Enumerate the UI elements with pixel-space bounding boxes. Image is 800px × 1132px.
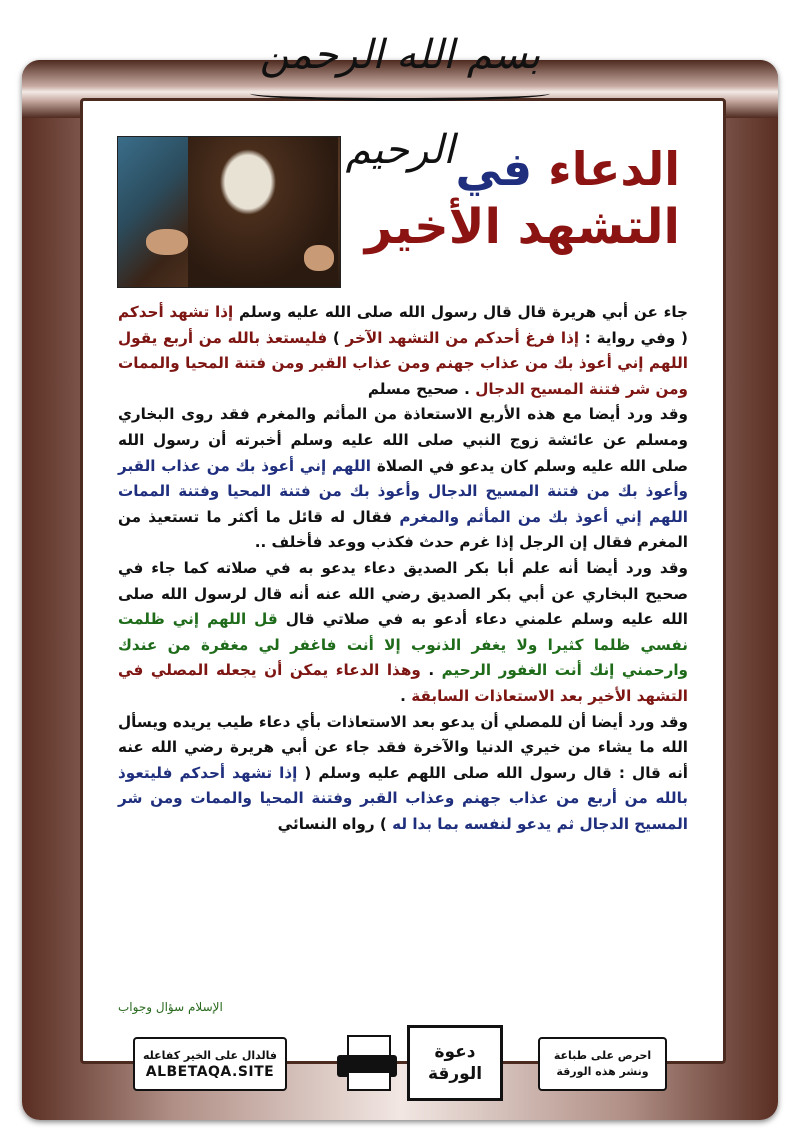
title-line-2: التشهد الأخير: [364, 199, 680, 255]
title-word-fi: في: [455, 142, 533, 196]
text-segment: جاء عن أبي هريرة قال قال رسول الله صلى الله عليه وسلم: [233, 303, 689, 321]
text-segment: وقد ورد أيضا أنه علم أبا بكر الصديق دعاء يدعو به في صلاته كما جاء في صحيح البخاري عن أبي بكر الصديق رضي الله عنه أنه قال لرسول الله صلى الله عليه وسلم علمني دعاء أدعو به في صلاتي قال: [118, 558, 688, 629]
logo-line-1: دعوة: [434, 1042, 476, 1062]
page-title: [365, 140, 680, 256]
basmala-calligraphy: بسم الله الرحمن الرحيم: [259, 32, 541, 173]
source-credit: الإسلام سؤال وجواب: [118, 1000, 223, 1014]
text-segment: .: [400, 686, 412, 705]
text-segment: وقد ورد أيضا أن للمصلي أن يدعو بعد الاستعاذات بأي دعاء طيب يريده ويسأل الله ما يشاء من خيري الدنيا والآخرة فقد جاء عن أبي هريرة رضي الله عنه أنه قال : قال رسول الله صلى اللهم عليه وسلم (: [118, 712, 688, 782]
basmala-swash: [250, 86, 550, 101]
footer: [125, 1025, 675, 1097]
paragraph-3: [118, 556, 688, 710]
text-segment: قل اللهم إني ظلمت نفسي ظلما كثيرا ولا يغفر الذنوب إلا أنت فاغفر لي مغفرة من عندك وارحمني إنك أنت الغفور الرحيم: [118, 610, 688, 680]
text-segment: اللهم إني أعوذ بك من عذاب القبر وأعوذ بك من فتنة المسيح الدجال وأعوذ بك من فتنة المحيا وفتنة الممات اللهم إني أعوذ بك من المأثم والمغرم: [118, 456, 688, 526]
text-segment: ) رواه النسائي: [277, 814, 393, 833]
text-segment: ( وفي رواية :: [579, 328, 688, 347]
article-body: [118, 300, 688, 837]
text-segment: وهذا الدعاء يمكن أن يجعله المصلي في التشهد الأخير بعد الاستعاذات السابقة: [118, 661, 688, 705]
title-line-1: [365, 140, 680, 198]
text-segment: ): [327, 328, 346, 347]
paragraph-4: [118, 710, 688, 838]
paragraph-2: [118, 402, 688, 556]
hand-shape: [146, 229, 188, 255]
footer-print-line-1: احرص على طباعة: [553, 1049, 652, 1062]
logo-line-2: الورقة: [427, 1064, 483, 1084]
text-segment: إذا تشهد أحدكم فليتعوذ بالله من أربع من عذاب جهنم وعذاب القبر وفتنة المحيا والممات ومن شر المسيح الدجال ثم يدعو لنفسه بما بدا له: [118, 763, 688, 833]
printer-icon: [337, 1035, 397, 1087]
hand-shape-right: [304, 245, 334, 271]
text-segment: وقد ورد أيضا مع هذه الأربع الاستعاذة من المأثم والمغرم فقد روى البخاري ومسلم عن عائشة زوج النبي صلى الله عليه وسلم أخبرته أن رسول الله صلى الله عليه وسلم كان يدعو في الصلاة: [118, 405, 688, 475]
text-segment: . صحيح مسلم: [367, 379, 476, 398]
footer-website-box: [133, 1037, 287, 1091]
title-word-dua: الدعاء: [548, 142, 680, 196]
praying-man-photo: [117, 136, 341, 288]
text-segment: فليستعذ بالله من أربع يقول اللهم إني أعوذ بك من عذاب جهنم ومن عذاب القبر ومن فتنة المحيا والممات ومن شر فتنة المسيح الدجال: [118, 328, 688, 398]
footer-print-line-2: ونشر هذه الورقة: [556, 1065, 649, 1078]
footer-proverb: فالدال على الخير كفاعله: [142, 1049, 278, 1062]
paragraph-1: [118, 300, 688, 402]
dawa-logo: [407, 1025, 503, 1101]
footer-website: ALBETAQA.SITE: [145, 1064, 275, 1080]
text-segment: إذا فرغ أحدكم من التشهد الآخر: [345, 328, 580, 347]
text-segment: .: [420, 661, 442, 680]
text-segment: فقال له قائل ما أكثر ما تستعيذ من المغرم فقال إن الرجل إذا غرم حدث فكذب ووعد فأخلف ..: [118, 507, 688, 552]
footer-print-box: [538, 1037, 667, 1091]
text-segment: إذا تشهد أحدكم: [118, 303, 234, 321]
